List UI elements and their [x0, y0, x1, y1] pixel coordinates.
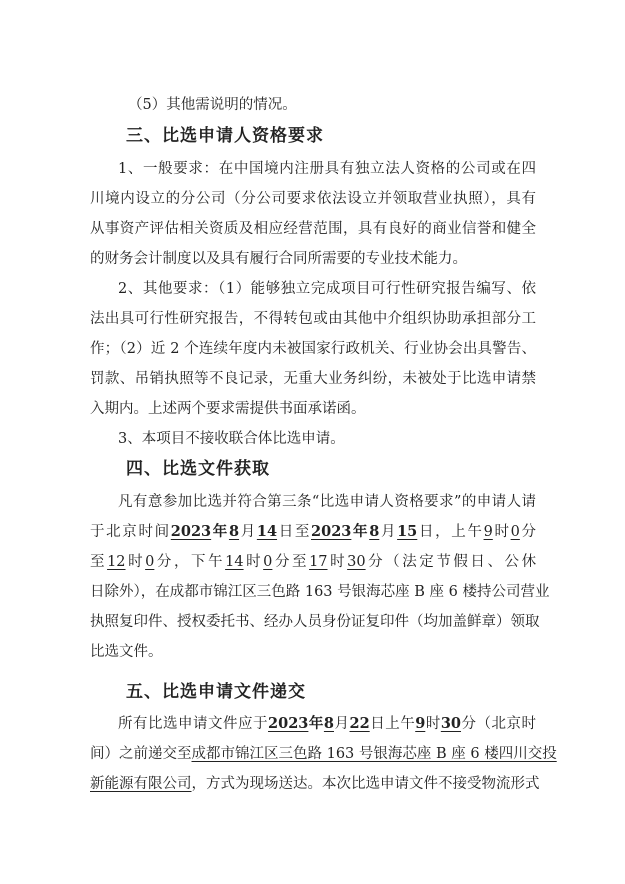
deadline-day: 22 — [349, 715, 370, 732]
am-end-minute: 0 — [145, 554, 155, 570]
requirement-1-line-3: 从事资产评估相关资质及相应经营范围，具有良好的商业信誉和健全 — [90, 221, 536, 237]
item-5-text: （5）其他需说明的情况。 — [128, 97, 297, 113]
requirement-3-text: 3、本项目不接收联合体比选申请。 — [118, 431, 345, 447]
deadline-minute: 30 — [440, 715, 462, 732]
section-5-line-3: 新能源有限公司，方式为现场送达。本次比选申请文件不接受物流形式 — [90, 776, 540, 792]
requirement-2-line-1: 2、其他要求：（1）能够独立完成项目可行性研究报告编写、依 — [118, 281, 536, 297]
am-end-hour: 12 — [107, 554, 126, 570]
section-4-line-5: 执照复印件、授权委托书、经办人员身份证复印件（均加盖鲜章）领取 — [90, 614, 540, 630]
start-day: 14 — [256, 523, 278, 540]
start-month: 8 — [228, 523, 240, 540]
deadline-hour: 9 — [415, 715, 426, 732]
requirement-2-line-5: 入期内。上述两个要求需提供书面承诺函。 — [90, 401, 366, 417]
section-4-line-2: 于北京时间2023年8月14日至2023年8月15日，上午9时0分 — [90, 523, 536, 540]
end-year: 2023 — [311, 523, 352, 540]
pm-end-minute: 30 — [347, 554, 366, 570]
start-year: 2023 — [170, 523, 212, 540]
deadline-year: 2023 — [268, 715, 309, 732]
section-3-heading: 三、比选申请人资格要求 — [126, 126, 324, 146]
section-4-line-6: 比选文件。 — [90, 644, 163, 660]
section-5-heading: 五、比选申请文件递交 — [126, 682, 306, 702]
requirement-2-line-3: 作；（2）近 2 个连续年度内未被国家行政机关、行业协会出具警告、 — [90, 341, 536, 357]
end-month: 8 — [369, 523, 380, 540]
requirement-2-line-4: 罚款、吊销执照等不良记录，无重大业务纠纷，未被处于比选申请禁 — [90, 371, 536, 387]
pm-end-hour: 17 — [309, 554, 328, 570]
submission-address: 成都市锦江区三色路 163 号银海芯座 B 座 6 楼四川交投 — [191, 746, 557, 762]
pm-start-hour: 14 — [225, 554, 244, 570]
section-4-line-1: 凡有意参加比选并符合第三条“比选申请人资格要求”的申请人请 — [118, 494, 536, 510]
requirement-1-line-2: 川境内设立的分公司（分公司要求依法设立并领取营业执照），具有 — [90, 191, 536, 207]
company-name: 新能源有限公司 — [90, 776, 192, 792]
deadline-month: 8 — [323, 715, 334, 732]
section-5-line-2: 间）之前递交至成都市锦江区三色路 163 号银海芯座 B 座 6 楼四川交投 — [90, 746, 557, 762]
requirement-2-line-2: 法出具可行性研究报告，不得转包或由其他中介组织协助承担部分工 — [90, 311, 536, 327]
section-4-line-3: 至12时0分，下午14时0分至17时30分（法定节假日、公休 — [90, 554, 537, 570]
pm-start-minute: 0 — [263, 554, 273, 570]
end-day: 15 — [397, 523, 418, 540]
am-start-hour: 9 — [483, 524, 493, 540]
section-4-line-4: 日除外），在成都市锦江区三色路 163 号银海芯座 B 座 6 楼持公司营业 — [90, 584, 550, 600]
section-5-line-1: 所有比选申请文件应于2023年8月22日上午9时30分（北京时 — [118, 715, 537, 732]
requirement-1-line-1: 1、一般要求：在中国境内注册具有独立法人资格的公司或在四 — [118, 161, 536, 177]
requirement-1-line-4: 的财务会计制度以及具有履行合同所需要的专业技术能力。 — [90, 251, 467, 267]
am-start-minute: 0 — [510, 524, 520, 540]
section-4-heading: 四、比选文件获取 — [126, 459, 270, 479]
